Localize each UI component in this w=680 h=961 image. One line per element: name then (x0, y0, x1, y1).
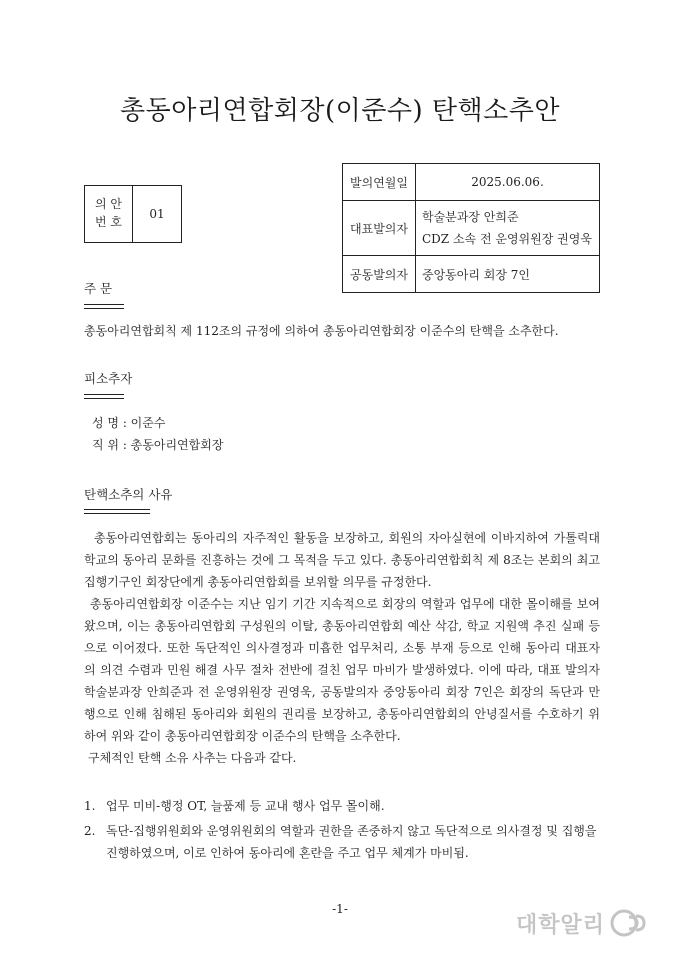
list-item (84, 795, 604, 817)
reasons-heading-underline (84, 509, 150, 514)
representative-proposer-2: CDZ 소속 전 운영위원장 권영욱 (422, 232, 592, 246)
co-proposer-value: 중앙동아리 회장 7인 (416, 256, 600, 293)
proposal-date-label: 발의연월일 (343, 164, 416, 201)
representative-proposer-value (416, 201, 600, 256)
document-title: 총동아리연합회장(이준수) 탄핵소추안 (120, 96, 560, 126)
order-heading: 주 문 (84, 281, 113, 296)
watermark (516, 906, 666, 940)
bill-label-line2: 번 호 (95, 215, 122, 229)
reasons-body (84, 527, 600, 769)
reasons-heading: 탄핵소추의 사유 (84, 487, 173, 502)
representative-proposer-1: 학술분과장 안희준 (422, 210, 519, 224)
bill-number-label (85, 186, 133, 242)
reasons-paragraph: 구체적인 탄핵 소유 사추는 다음과 같다. (88, 751, 297, 765)
bill-label-line1: 의 안 (95, 197, 122, 211)
univ-alli-logo-icon (609, 908, 647, 938)
list-item (84, 820, 604, 864)
list-item-text: 업무 미비-행정 OT, 늘품제 등 교내 행사 업무 몰이해. (106, 799, 385, 813)
reasons-paragraph: 총동아리연합회장 이준수는 지난 임기 기간 지속적으로 회장의 역할과 업무에 대한 몰이해를 보여왔으며, 이는 총동아리연합회 구성원의 이탈, 총동아리연합회 예산 삭감, 학교 지원액 추진 실패 등으로 이어졌다. 또한 독단적인 의사결정과 미흡한 업무처리, 소통 부재 등으로 인해 동아리 대표자의 의견 수렴과 민원 해결 사무 절차 전반에 걸친 업무 마비가 발생하였다. 이에 따라, 대표 발의자 학술분과장 안희준과 전 운영위원장 권영욱, 공동발의자 중앙동아리 회장 7인은 회장의 독단과 만행으로 인해 침해된 동아리와 회원의 권리를 보장하고, 총동아리연합회의 안녕질서를 수호하기 위하여 위와 같이 총동아리연합회장 이준수의 탄핵을 소추한다. (84, 597, 600, 743)
charges-list (84, 795, 604, 864)
page-number: -1- (332, 902, 348, 916)
accused-heading-underline (84, 394, 124, 399)
bill-number-box (84, 185, 182, 243)
representative-proposer-label: 대표발의자 (343, 201, 416, 256)
list-item-text: 독단-집행위원회와 운영위원회의 역할과 권한을 존중하지 않고 독단적으로 의사결정 및 집행을 진행하였으며, 이로 인하여 동아리에 혼란을 주고 업무 체계가 마비됨. (106, 824, 597, 860)
proposal-info-table (342, 163, 600, 293)
accused-heading: 피소추자 (84, 371, 133, 386)
bill-number-value: 01 (149, 207, 165, 221)
proposal-date-value: 2025.06.06. (416, 164, 600, 201)
accused-name: 성 명 : 이준수 (92, 416, 166, 430)
list-item-number: 2. (84, 824, 96, 838)
list-item-number: 1. (84, 799, 96, 813)
reasons-paragraph: 총동아리연합회는 동아리의 자주적인 활동을 보장하고, 회원의 자아실현에 이바지하여 가톨릭대학교의 동아리 문화를 진흥하는 것에 그 목적을 두고 있다. 총동아리연합회칙 제 8조는 본회의 최고 집행기구인 회장단에게 총동아리연합회를 보위할 의무를 규정한다. (84, 531, 600, 589)
watermark-text: 대학알리 (516, 912, 606, 938)
order-heading-underline (84, 304, 124, 309)
co-proposer-label: 공동발의자 (343, 256, 416, 293)
accused-position: 직 위 : 총동아리연합회장 (92, 438, 224, 452)
order-text: 총동아리연합회칙 제 112조의 규정에 의하여 총동아리연합회장 이준수의 탄핵을 소추한다. (84, 324, 559, 338)
